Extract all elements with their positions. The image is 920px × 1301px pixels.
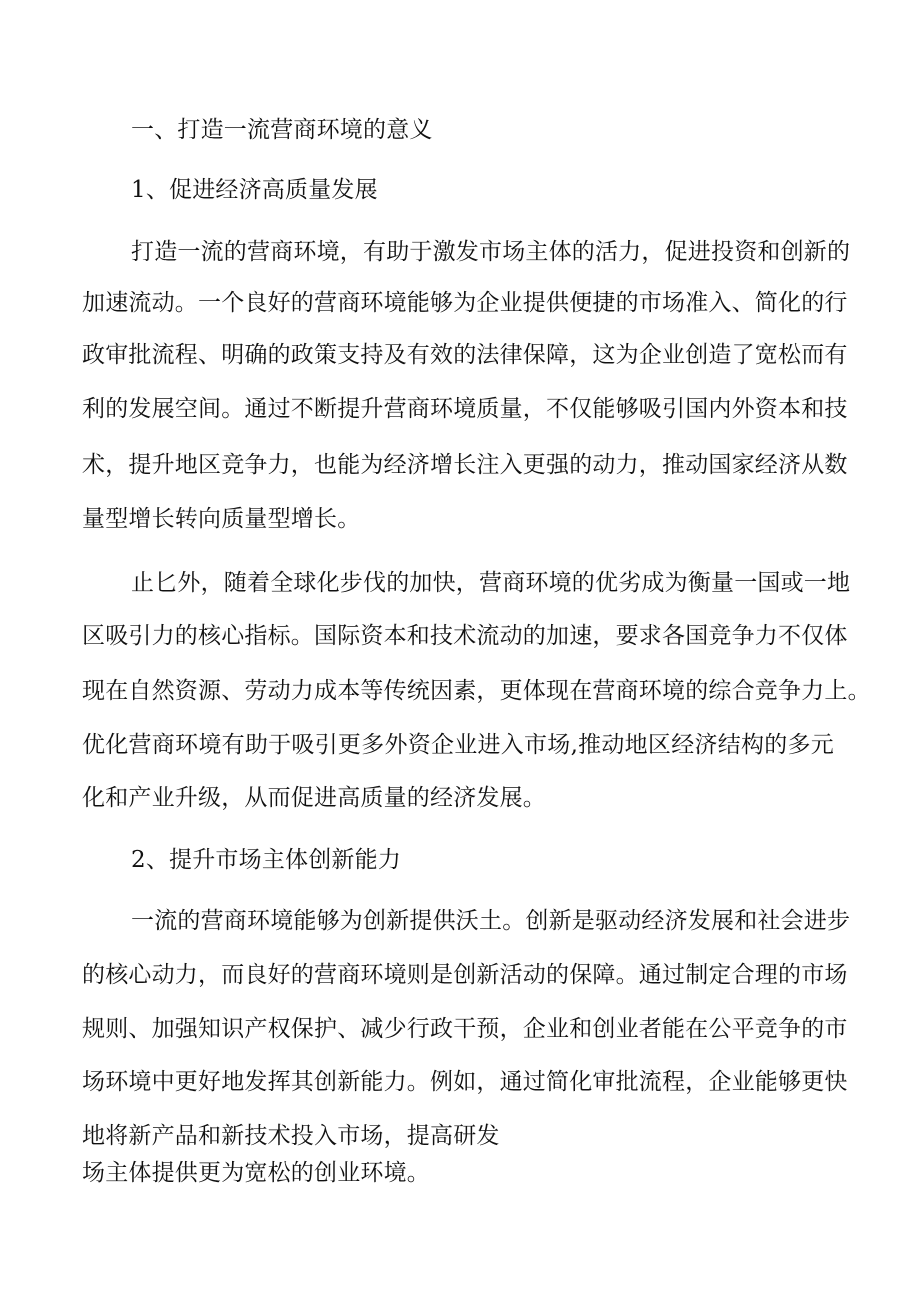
paragraph-line: 量型增长转向质量型增长。 — [82, 506, 361, 532]
paragraph-line: 的核心动力，而良好的营商环境则是创新活动的保障。通过制定合理的市场 — [82, 962, 848, 988]
paragraph-line: 利的发展空间。通过不断提升营商环境质量，不仅能够吸引国内外资本和技 — [82, 396, 848, 422]
paragraph-line: 政审批流程、明确的政策支持及有效的法律保障，这为企业创造了宽松而有 — [82, 342, 848, 368]
paragraph-line: 地将新产品和新技术投入市场，提高研发 — [82, 1123, 500, 1149]
paragraph-line: 场主体提供更为宽松的创业环境。 — [82, 1160, 430, 1186]
paragraph-line: 打造一流的营商环境，有助于激发市场主体的活力，促进投资和创新的 — [131, 239, 851, 265]
paragraph-line: 术，提升地区竞争力，也能为经济增长注入更强的动力，推动国家经济从数 — [82, 452, 848, 478]
paragraph-line: 场环境中更好地发挥其创新能力。例如，通过简化审批流程，企业能够更快 — [82, 1069, 848, 1095]
paragraph-line: 一流的营商环境能够为创新提供沃土。创新是驱动经济发展和社会进步 — [131, 908, 851, 934]
paragraph-line: 止匕外，随着全球化步伐的加快，营商环境的优劣成为衡量一国或一地 — [131, 570, 851, 596]
paragraph-line: 现在自然资源、劳动力成本等传统因素，更体现在营商环境的综合竞争力上。 — [82, 678, 871, 704]
subsection-heading-2: 2、提升市场主体创新能力 — [131, 847, 402, 873]
section-heading: 一、打造一流营商环境的意义 — [131, 117, 433, 143]
paragraph-line: 优化营商环境有助于吸引更多外资企业进入市场,推动地区经济结构的多元 — [82, 732, 834, 758]
paragraph-line: 区吸引力的核心指标。国际资本和技术流动的加速，要求各国竞争力不仅体 — [82, 623, 848, 649]
paragraph-line: 规则、加强知识产权保护、减少行政干预，企业和创业者能在公平竞争的市 — [82, 1016, 848, 1042]
paragraph-line: 化和产业升级，从而促进高质量的经济发展。 — [82, 785, 546, 811]
subsection-heading-1: 1、促进经济高质量发展 — [131, 177, 378, 203]
paragraph-line: 加速流动。一个良好的营商环境能够为企业提供便捷的市场准入、简化的行 — [82, 290, 848, 316]
